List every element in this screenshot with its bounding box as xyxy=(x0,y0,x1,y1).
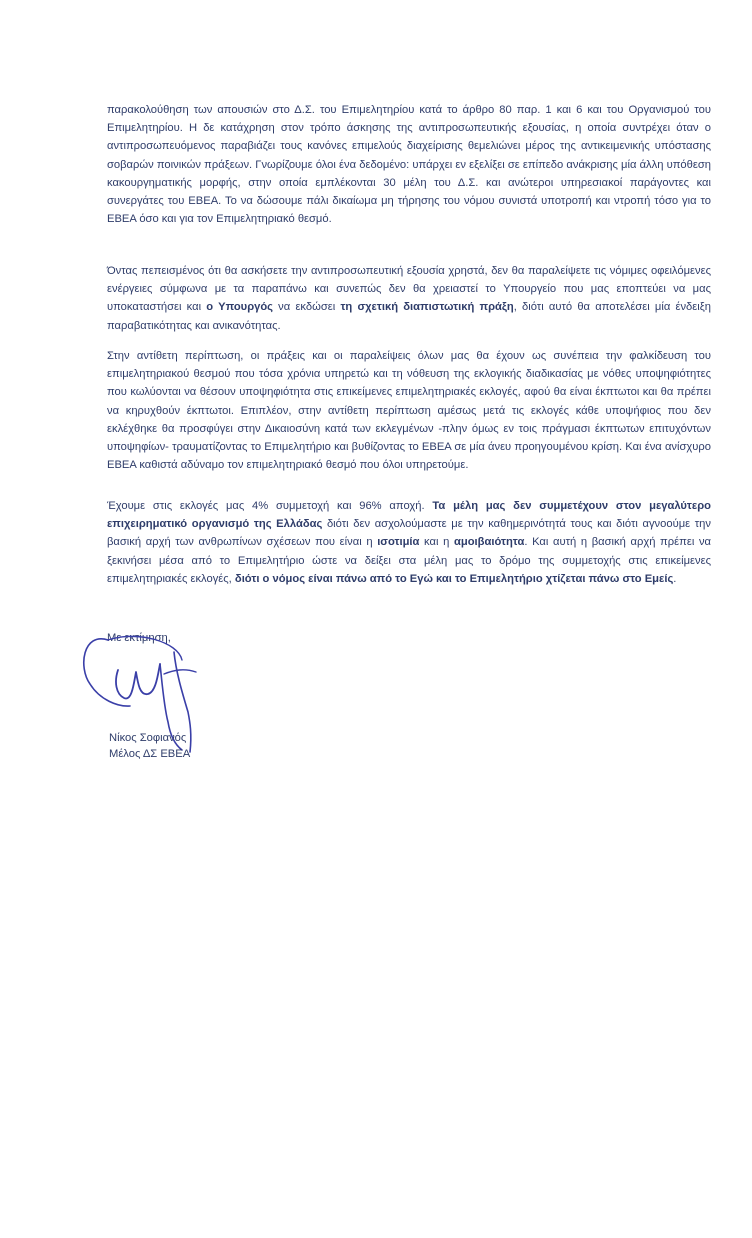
paragraph-absences-abuse: παρακολούθηση των απουσιών στο Δ.Σ. του Επιμελητηρίου κατά το άρθρο 80 παρ. 1 και 6 και του Οργανισμού του Επιμελητηρίου. Η δε κατάχρηση στον τρόπο άσκησης της αντιπροσωπευτικής εξουσίας, η οποία συντρέχει όταν ο αντιπροσωπευόμενος παραβιάζει τους κανόνες επιμελούς διαχείρισης θεμελιώνει μέρος της αντικειμενικής υπόστασης σοβαρών ποινικών πράξεων. Γνωρίζουμε όλοι ένα δεδομένο: υπάρχει εν εξελίξει σε επίπεδο ανάκρισης μία άλλη υπόθεση κακουργηματικής μορφής, στην οποία εμπλέκονται 30 μέλη του Δ.Σ. και ανώτεροι υπηρεσιακοί παράγοντες και συνεργάτες του ΕΒΕΑ. Το να δώσουμε πάλι δικαίωμα μη τήρησης του νόμου συνιστά υποτροπή και ντροπή τόσο για το ΕΒΕΑ όσο και για τον Επιμελητηριακό θεσμό. xyxy=(107,104,711,226)
paragraph-2-text-c: , διότι αυτό θα αποτελέσει μία ένδειξη παραβατικότητας και ανικανότητας. xyxy=(107,301,711,332)
paragraph-2-text-a: Όντας πεπεισμένος ότι θα ασκήσετε την αντιπροσωπευτική εξουσία χρηστά, δεν θα παραλείψετε τις νόμιμες οφειλόμενες ενέργειες σύμφωνα με τα παραπάνω και συνεπώς δεν θα χρειαστεί το Υπουργείο που μας εποπτεύει να μας υποκαταστήσει και xyxy=(107,265,711,314)
signer-name: Νίκος Σοφιανός xyxy=(109,732,187,744)
paragraph-4-bold-members: Τα μέλη μας δεν συμμετέχουν στον μεγαλύτερο επιχειρηματικό οργανισμό της Ελλάδας xyxy=(107,500,711,531)
paragraph-2-bold-act: τη σχετική διαπιστωτική πράξη xyxy=(340,301,514,314)
paragraph-2-bold-minister: ο Υπουργός xyxy=(206,301,273,314)
paragraph-4-text-a: Έχουμε στις εκλογές μας 4% συμμετοχή και 96% αποχή. xyxy=(107,500,433,512)
paragraph-4-text-e: . xyxy=(673,572,677,585)
paragraph-4-text-c: και η xyxy=(419,536,454,549)
paragraph-4-text-b: διότι δεν ασχολούμαστε με την καθημερινότητά τους και διότι αγνοούμε την βασική αρχή των ανθρωπίνων σχέσεων που είναι η xyxy=(107,518,711,549)
signer-title: Μέλος ΔΣ ΕΒΕΑ xyxy=(109,748,191,760)
paragraph-4-bold-reciprocity: αμοιβαιότητα xyxy=(453,536,525,549)
paragraph-4-bold-law: διότι ο νόμος είναι πάνω από το Εγώ και το Επιμελητήριο χτίζεται πάνω στο Εμείς xyxy=(234,572,674,585)
paragraph-consequences: Στην αντίθετη περίπτωση, οι πράξεις και οι παραλείψεις όλων μας θα έχουν ως συνέπεια την φαλκίδευση του επιμελητηριακού θεσμού που τόσα χρόνια υπηρετώ και τη νόθευση της εκλογικής διαδικασίας με νόθες υποψηφιότητες που κωλύονται να θέσουν υποψηφιότητα στις επικείμενες επιμελητηριακές εκλογές, αφού θα είναι έκπτωτοι και θα πρέπει να κηρυχθούν έκπτωτοι. Επιπλέον, στην αντίθετη περίπτωση αμέσως μετά τις εκλογές κάθε υποψήφιος που δεν εκλέχθηκε θα προσφύγει στην Δικαιοσύνη κατά των εκλεγμένων -πλην όμως εν τοις πράγμασι έκπτωτων επιτυχόντων υποψηφίων- τραυματίζοντας το Επιμελητήριο και βυθίζοντας το ΕΒΕΑ σε μία άνευ προηγουμένου κρίση. Και ένα ανίσχυρο ΕΒΕΑ καθιστά αδύναμο τον επιμελητηριακό θεσμό που όλοι υπηρετούμε. xyxy=(107,350,711,472)
paragraph-participation xyxy=(107,497,711,588)
closing-salutation: Με εκτίμηση, xyxy=(107,632,171,644)
paragraph-2-text-b: να εκδώσει xyxy=(272,301,341,314)
paragraph-4-text-d: . Και αυτή η βασική αρχή πρέπει να ξεκινήσει μέσα από το Επιμελητήριο ώστε να δείξει στα μέλη μας το δρόμο της συμμετοχής στις επικείμενες επιμελητηριακές εκλογές, xyxy=(107,536,712,585)
paragraph-4-bold-equality: ισοτιμία xyxy=(377,536,420,549)
paragraph-ministry-intervention xyxy=(107,262,711,335)
